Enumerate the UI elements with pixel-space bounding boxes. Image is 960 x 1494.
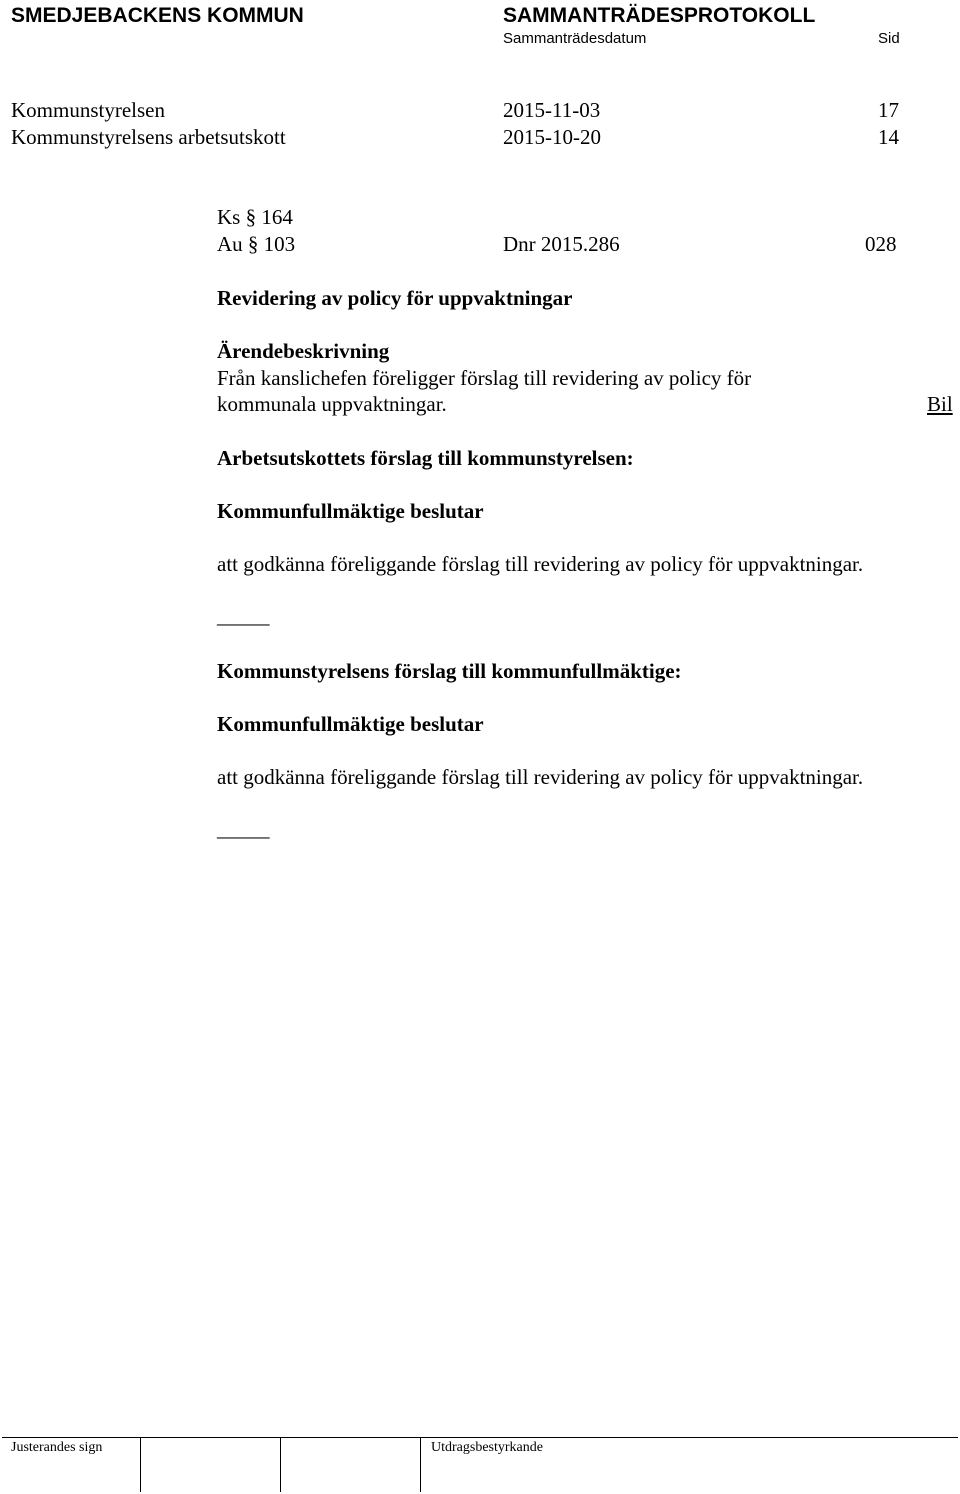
description-heading: Ärendebeskrivning <box>217 339 390 363</box>
ks-paragraph <box>217 204 293 230</box>
meeting-date-label: Sammanträdesdatum <box>503 30 647 47</box>
justerandes-sign-label: Justerandes sign <box>11 1440 103 1455</box>
document-type: SAMMANTRÄDESPROTOKOLL <box>503 4 816 27</box>
au-paragraph <box>217 231 295 257</box>
footer-divider <box>140 1438 141 1492</box>
au-prefix: Au <box>217 232 243 256</box>
utdragsbestyrkande-label: Utdragsbestyrkande <box>431 1440 543 1455</box>
meeting-page: 14 <box>878 125 899 149</box>
footer-divider <box>420 1438 421 1492</box>
meeting-date: 2015-11-03 <box>503 98 601 122</box>
meeting-body: Kommunstyrelsen <box>11 98 165 122</box>
au-decision-heading: Kommunfullmäktige beslutar <box>217 499 484 523</box>
section-symbol: § <box>245 205 257 229</box>
ks-proposal-heading: Kommunstyrelsens förslag till kommunfullmäktige: <box>217 659 682 683</box>
footer-divider <box>280 1438 281 1492</box>
case-title: Revidering av policy för uppvaktningar <box>217 286 573 310</box>
section-symbol: § <box>247 232 259 256</box>
page-label: Sid <box>878 30 900 47</box>
ks-decision-text: att godkänna föreliggande förslag till revidering av policy för uppvaktningar. <box>217 765 864 789</box>
meeting-page: 17 <box>878 98 899 122</box>
au-decision-text: att godkänna föreliggande förslag till revidering av policy för uppvaktningar. <box>217 552 864 576</box>
diary-number: Dnr 2015.286 <box>503 232 620 256</box>
description-line: kommunala uppvaktningar. <box>217 392 447 416</box>
footer-top-rule <box>2 1437 958 1438</box>
attachment-link[interactable]: Bil <box>927 392 953 416</box>
separator: _____ <box>217 604 270 628</box>
separator: _____ <box>217 817 270 841</box>
au-number: 103 <box>263 232 296 256</box>
description-line: Från kanslichefen föreligger förslag till revidering av policy för <box>217 366 752 390</box>
au-proposal-heading: Arbetsutskottets förslag till kommunstyrelsen: <box>217 446 634 470</box>
ks-decision-heading: Kommunfullmäktige beslutar <box>217 712 484 736</box>
ks-number: 164 <box>261 205 293 229</box>
meeting-body: Kommunstyrelsens arbetsutskott <box>11 125 286 149</box>
meeting-date: 2015-10-20 <box>503 125 601 149</box>
ks-prefix: Ks <box>217 205 241 229</box>
organization-name: SMEDJEBACKENS KOMMUN <box>11 4 304 27</box>
case-code: 028 <box>865 232 897 256</box>
